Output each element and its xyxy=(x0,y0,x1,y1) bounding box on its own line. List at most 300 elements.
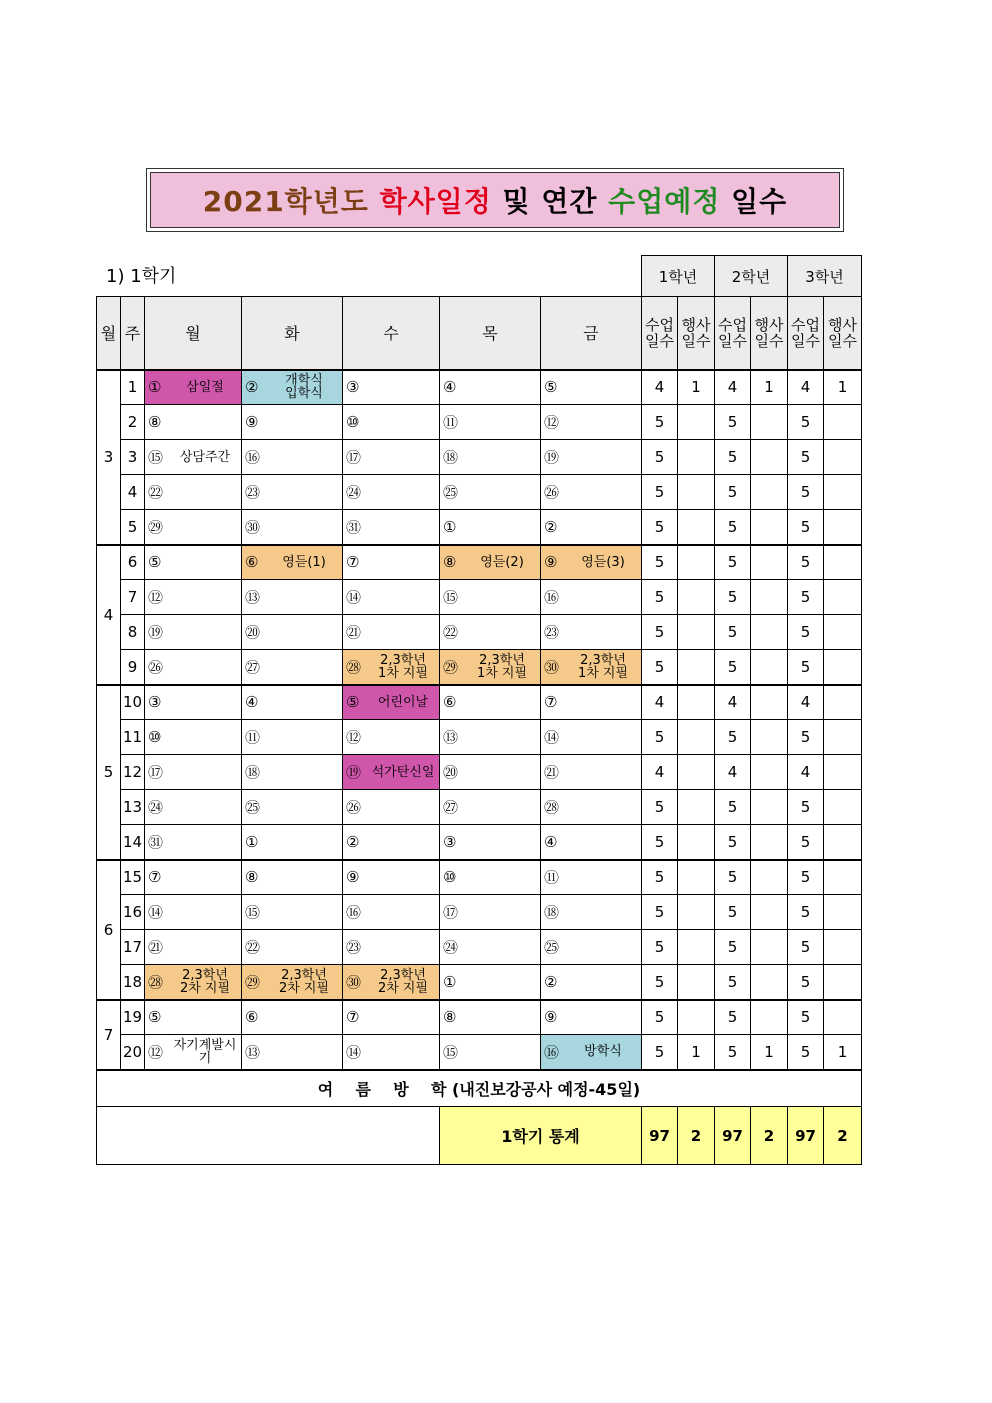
class-days-value: 5 xyxy=(715,895,751,930)
date-number: ㉛ xyxy=(346,518,362,537)
event-days-value: 1 xyxy=(824,370,862,405)
date-number: ③ xyxy=(148,693,162,712)
day-cell xyxy=(343,1000,440,1035)
date-number: ㉚ xyxy=(346,973,362,992)
month-label: 5 xyxy=(97,685,121,860)
day-cell xyxy=(440,895,541,930)
event-days-value: 1 xyxy=(678,370,715,405)
day-cell xyxy=(541,475,642,510)
date-number: ㉔ xyxy=(443,938,459,957)
event-label: 2,3학년 2차 지필 xyxy=(278,967,330,996)
date-number: ㉘ xyxy=(148,973,164,992)
date-number: ⑤ xyxy=(544,378,558,397)
event-label: 삼일절 xyxy=(186,379,224,395)
event-days-value: 1 xyxy=(824,1035,862,1070)
day-cell xyxy=(440,580,541,615)
day-cell xyxy=(440,440,541,475)
day-cell xyxy=(343,580,440,615)
day-cell xyxy=(440,615,541,650)
day-cell xyxy=(343,440,440,475)
class-days-value: 5 xyxy=(715,405,751,440)
event-days-value xyxy=(751,615,788,650)
class-days-value: 5 xyxy=(788,825,824,860)
event-days-value xyxy=(678,440,715,475)
event-days-value xyxy=(751,405,788,440)
event-days-value xyxy=(678,965,715,1000)
date-number: ㉕ xyxy=(544,938,560,957)
day-cell xyxy=(541,895,642,930)
class-days-value: 5 xyxy=(642,1035,678,1070)
class-days-value: 5 xyxy=(642,510,678,545)
day-cell xyxy=(343,755,440,790)
day-cell xyxy=(145,650,242,685)
date-number: ⑯ xyxy=(245,448,261,467)
week-number: 7 xyxy=(121,580,145,615)
date-number: ⑧ xyxy=(245,868,259,887)
day-cell xyxy=(541,545,642,580)
day-cell xyxy=(343,405,440,440)
date-number: ② xyxy=(245,378,259,397)
vacation-row xyxy=(97,1070,862,1107)
day-cell xyxy=(343,860,440,895)
date-number: ⑮ xyxy=(443,1043,459,1062)
date-number: ⑲ xyxy=(148,623,164,642)
day-cell xyxy=(242,370,343,405)
day-cell xyxy=(242,825,343,860)
date-number: ① xyxy=(443,517,457,536)
class-days-value: 5 xyxy=(642,930,678,965)
week-number: 9 xyxy=(121,650,145,685)
event-days-value xyxy=(751,825,788,860)
weekday-header: 월 xyxy=(145,297,242,370)
class-days-value: 5 xyxy=(642,1000,678,1035)
event-days-value xyxy=(824,545,862,580)
class-days-value: 5 xyxy=(715,650,751,685)
event-days-value xyxy=(824,720,862,755)
date-number: ⑦ xyxy=(544,693,558,712)
date-number: ⑤ xyxy=(148,1008,162,1027)
day-cell xyxy=(343,615,440,650)
day-cell xyxy=(541,1035,642,1070)
class-days-value: 5 xyxy=(788,860,824,895)
day-cell xyxy=(242,755,343,790)
day-cell xyxy=(541,510,642,545)
date-number: ⑱ xyxy=(443,448,459,467)
day-cell xyxy=(242,510,343,545)
date-number: ⑰ xyxy=(346,448,362,467)
event-days-value xyxy=(824,685,862,720)
week-row xyxy=(97,440,862,475)
day-cell xyxy=(440,930,541,965)
day-cell xyxy=(343,965,440,1000)
date-number: ⑫ xyxy=(148,1043,164,1062)
week-number: 18 xyxy=(121,965,145,1000)
date-number: ③ xyxy=(346,378,360,397)
class-days-value: 4 xyxy=(642,370,678,405)
class-days-value: 5 xyxy=(642,965,678,1000)
week-number: 4 xyxy=(121,475,145,510)
month-label: 3 xyxy=(97,370,121,545)
week-number: 1 xyxy=(121,370,145,405)
event-days-value xyxy=(678,615,715,650)
class-days-value: 5 xyxy=(642,545,678,580)
event-days-value xyxy=(751,545,788,580)
day-cell xyxy=(145,545,242,580)
day-cell xyxy=(343,545,440,580)
month-label: 7 xyxy=(97,1000,121,1070)
event-days-value xyxy=(824,930,862,965)
week-row xyxy=(97,1000,862,1035)
week-row xyxy=(97,790,862,825)
date-number: ㉕ xyxy=(443,483,459,502)
day-cell xyxy=(242,405,343,440)
day-cell xyxy=(242,1000,343,1035)
weekday-header: 금 xyxy=(541,297,642,370)
event-label: 개학식 입학식 xyxy=(285,373,323,402)
event-label: 영듣(2) xyxy=(480,554,524,570)
date-number: ㉔ xyxy=(148,798,164,817)
day-cell xyxy=(541,440,642,475)
month-label: 6 xyxy=(97,860,121,1000)
class-days-value: 5 xyxy=(642,440,678,475)
date-number: ⑮ xyxy=(148,448,164,467)
day-cell xyxy=(541,580,642,615)
week-row xyxy=(97,965,862,1000)
date-number: ⑩ xyxy=(346,413,360,431)
date-number: ㉔ xyxy=(346,483,362,502)
title-part: 학사일정 xyxy=(379,185,492,218)
event-days-value xyxy=(678,510,715,545)
day-cell xyxy=(145,930,242,965)
date-number: ⑩ xyxy=(443,868,457,887)
date-number: ㉙ xyxy=(245,973,261,992)
event-days-value xyxy=(751,790,788,825)
date-number: ㉛ xyxy=(148,833,164,852)
event-days-value xyxy=(678,790,715,825)
date-number: ⑯ xyxy=(544,588,560,607)
week-number: 5 xyxy=(121,510,145,545)
class-days-value: 5 xyxy=(642,895,678,930)
week-number: 17 xyxy=(121,930,145,965)
event-days-value xyxy=(678,545,715,580)
day-cell xyxy=(440,1000,541,1035)
event-days-value xyxy=(678,405,715,440)
day-cell xyxy=(541,790,642,825)
event-days-value xyxy=(751,965,788,1000)
day-cell xyxy=(145,580,242,615)
day-cell xyxy=(440,755,541,790)
class-days-value: 4 xyxy=(642,755,678,790)
date-number: ⑮ xyxy=(443,588,459,607)
event-days-value xyxy=(751,685,788,720)
class-days-value: 5 xyxy=(788,440,824,475)
date-number: ㉖ xyxy=(544,483,560,502)
date-number: ⑧ xyxy=(148,413,162,431)
event-days-value xyxy=(751,1000,788,1035)
day-cell xyxy=(242,545,343,580)
stats-value: 2 xyxy=(751,1107,788,1165)
date-number: ⑨ xyxy=(544,553,558,572)
day-cell xyxy=(440,545,541,580)
stats-value: 97 xyxy=(642,1107,678,1165)
event-label: 2,3학년 1차 지필 xyxy=(377,652,429,681)
event-days-value xyxy=(678,685,715,720)
day-cell xyxy=(145,860,242,895)
date-number: ③ xyxy=(443,832,457,851)
class-days-value: 5 xyxy=(715,615,751,650)
class-days-value: 5 xyxy=(788,720,824,755)
day-cell xyxy=(242,860,343,895)
day-cell xyxy=(145,405,242,440)
event-days-value xyxy=(678,860,715,895)
date-number: ㉘ xyxy=(346,658,362,677)
date-number: ⑬ xyxy=(245,588,261,607)
event-days-value xyxy=(751,440,788,475)
date-number: ⑬ xyxy=(443,728,459,747)
date-number: ㉖ xyxy=(148,658,164,677)
event-days-value xyxy=(751,895,788,930)
day-cell xyxy=(440,510,541,545)
week-row xyxy=(97,545,862,580)
page-title xyxy=(150,172,840,228)
date-number: ⑱ xyxy=(245,763,261,782)
week-number: 3 xyxy=(121,440,145,475)
class-days-header: 수업 일수 xyxy=(715,297,751,370)
event-days-value xyxy=(824,895,862,930)
week-header: 주 xyxy=(121,297,145,370)
date-number: ⑲ xyxy=(544,448,560,467)
date-number: ㉙ xyxy=(443,658,459,677)
event-days-value xyxy=(751,475,788,510)
date-number: ⑫ xyxy=(346,728,362,747)
day-cell xyxy=(541,615,642,650)
day-cell xyxy=(440,475,541,510)
day-cell xyxy=(440,720,541,755)
date-number: ⑥ xyxy=(245,553,259,572)
week-row xyxy=(97,370,862,405)
day-cell xyxy=(440,405,541,440)
event-days-value xyxy=(678,580,715,615)
class-days-value: 5 xyxy=(788,405,824,440)
vacation-label: 여 름 방 학 (내진보강공사 예정-45일) xyxy=(97,1070,862,1107)
date-number: ㉓ xyxy=(346,938,362,957)
class-days-value: 5 xyxy=(642,825,678,860)
class-days-value: 5 xyxy=(788,895,824,930)
week-number: 2 xyxy=(121,405,145,440)
day-cell xyxy=(541,755,642,790)
class-days-value: 5 xyxy=(715,440,751,475)
date-number: ㉓ xyxy=(245,483,261,502)
date-number: ㉙ xyxy=(148,518,164,537)
event-days-value xyxy=(824,510,862,545)
event-label: 영듣(1) xyxy=(282,554,326,570)
day-cell xyxy=(440,370,541,405)
day-cell xyxy=(145,615,242,650)
day-cell xyxy=(242,1035,343,1070)
month-header: 월 xyxy=(97,297,121,370)
stats-value: 2 xyxy=(678,1107,715,1165)
week-number: 12 xyxy=(121,755,145,790)
day-cell xyxy=(242,930,343,965)
grade-header: 3학년 xyxy=(788,256,862,297)
date-number: ㉗ xyxy=(443,798,459,817)
event-days-value xyxy=(824,860,862,895)
date-number: ⑱ xyxy=(544,903,560,922)
class-days-value: 5 xyxy=(788,965,824,1000)
day-cell xyxy=(145,825,242,860)
date-number: ⑰ xyxy=(443,903,459,922)
day-cell xyxy=(242,895,343,930)
day-cell xyxy=(440,1035,541,1070)
day-cell xyxy=(541,930,642,965)
date-number: ㉚ xyxy=(544,658,560,677)
class-days-value: 4 xyxy=(715,370,751,405)
date-number: ⑥ xyxy=(443,693,457,712)
day-cell xyxy=(145,370,242,405)
week-row xyxy=(97,825,862,860)
date-number: ② xyxy=(346,832,360,851)
day-cell xyxy=(145,755,242,790)
class-days-value: 5 xyxy=(788,615,824,650)
class-days-value: 5 xyxy=(642,475,678,510)
event-label: 자기계발시기 xyxy=(173,1037,237,1066)
week-row xyxy=(97,615,862,650)
week-number: 8 xyxy=(121,615,145,650)
event-label: 영듣(3) xyxy=(581,554,625,570)
date-number: ⑧ xyxy=(443,553,457,572)
event-days-header: 행사 일수 xyxy=(824,297,862,370)
event-days-value xyxy=(678,720,715,755)
day-cell xyxy=(242,615,343,650)
week-number: 16 xyxy=(121,895,145,930)
day-cell xyxy=(343,895,440,930)
stats-value: 97 xyxy=(788,1107,824,1165)
class-days-value: 5 xyxy=(715,1000,751,1035)
week-row xyxy=(97,755,862,790)
week-number: 13 xyxy=(121,790,145,825)
event-days-value xyxy=(751,860,788,895)
event-label: 어린이날 xyxy=(377,694,429,710)
day-cell xyxy=(541,650,642,685)
class-days-value: 5 xyxy=(788,580,824,615)
title-part: 일수 xyxy=(720,185,788,218)
week-row xyxy=(97,720,862,755)
class-days-value: 5 xyxy=(788,510,824,545)
class-days-value: 5 xyxy=(715,1035,751,1070)
event-days-value xyxy=(678,1000,715,1035)
week-row xyxy=(97,580,862,615)
class-days-value: 5 xyxy=(642,860,678,895)
date-number: ㉑ xyxy=(346,623,362,642)
day-cell xyxy=(343,475,440,510)
event-days-value xyxy=(678,825,715,860)
class-days-value: 5 xyxy=(642,615,678,650)
day-cell xyxy=(440,650,541,685)
date-number: ㉑ xyxy=(148,938,164,957)
date-number: ㉒ xyxy=(148,483,164,502)
class-days-value: 5 xyxy=(788,790,824,825)
week-number: 6 xyxy=(121,545,145,580)
date-number: ㉗ xyxy=(245,658,261,677)
date-number: ⑦ xyxy=(346,1008,360,1027)
day-cell xyxy=(242,440,343,475)
date-number: ⑧ xyxy=(443,1008,457,1027)
class-days-value: 4 xyxy=(715,755,751,790)
day-cell xyxy=(145,475,242,510)
day-cell xyxy=(343,510,440,545)
date-number: ⑬ xyxy=(245,1043,261,1062)
event-days-value xyxy=(751,510,788,545)
date-number: ⑤ xyxy=(148,553,162,572)
week-number: 15 xyxy=(121,860,145,895)
date-number: ⑥ xyxy=(245,1008,259,1027)
class-days-value: 5 xyxy=(715,580,751,615)
day-cell xyxy=(242,580,343,615)
class-days-value: 5 xyxy=(715,790,751,825)
title-part: 및 연간 xyxy=(491,185,609,218)
date-number: ② xyxy=(544,972,558,991)
day-cell xyxy=(343,930,440,965)
class-days-value: 4 xyxy=(642,685,678,720)
date-number: ⑤ xyxy=(346,693,360,712)
day-cell xyxy=(145,1000,242,1035)
day-cell xyxy=(242,475,343,510)
section-label: 1) 1학기 xyxy=(106,266,177,287)
date-number: ④ xyxy=(443,378,457,397)
day-cell xyxy=(541,370,642,405)
day-cell xyxy=(440,825,541,860)
class-days-value: 5 xyxy=(788,475,824,510)
event-days-value xyxy=(824,580,862,615)
week-row xyxy=(97,475,862,510)
class-days-value: 5 xyxy=(788,930,824,965)
date-number: ⑨ xyxy=(544,1008,558,1027)
day-cell xyxy=(145,895,242,930)
class-days-value: 5 xyxy=(715,825,751,860)
day-cell xyxy=(242,790,343,825)
day-cell xyxy=(440,860,541,895)
day-cell xyxy=(541,685,642,720)
grade-header: 1학년 xyxy=(642,256,715,297)
class-days-value: 4 xyxy=(788,685,824,720)
date-number: ⑯ xyxy=(346,903,362,922)
class-days-value: 5 xyxy=(642,580,678,615)
date-number: ㉑ xyxy=(544,763,560,782)
date-number: ⑭ xyxy=(346,588,362,607)
event-days-value xyxy=(824,825,862,860)
event-label: 상담주간 xyxy=(179,449,231,465)
date-number: ⑦ xyxy=(346,553,360,572)
week-row xyxy=(97,405,862,440)
event-days-value xyxy=(751,930,788,965)
date-number: ⑭ xyxy=(148,903,164,922)
title-part: 수업예정 xyxy=(608,185,721,218)
event-days-value xyxy=(824,475,862,510)
stats-label: 1학기 통계 xyxy=(440,1107,642,1165)
day-cell xyxy=(541,860,642,895)
week-row xyxy=(97,510,862,545)
event-label: 방학식 xyxy=(584,1044,622,1060)
event-days-value xyxy=(824,1000,862,1035)
date-number: ⑪ xyxy=(245,728,261,747)
class-days-value: 4 xyxy=(788,370,824,405)
date-number: ① xyxy=(245,832,259,851)
class-days-value: 5 xyxy=(715,720,751,755)
day-cell xyxy=(242,650,343,685)
event-days-value xyxy=(678,755,715,790)
event-days-value: 1 xyxy=(751,370,788,405)
event-days-value xyxy=(824,790,862,825)
